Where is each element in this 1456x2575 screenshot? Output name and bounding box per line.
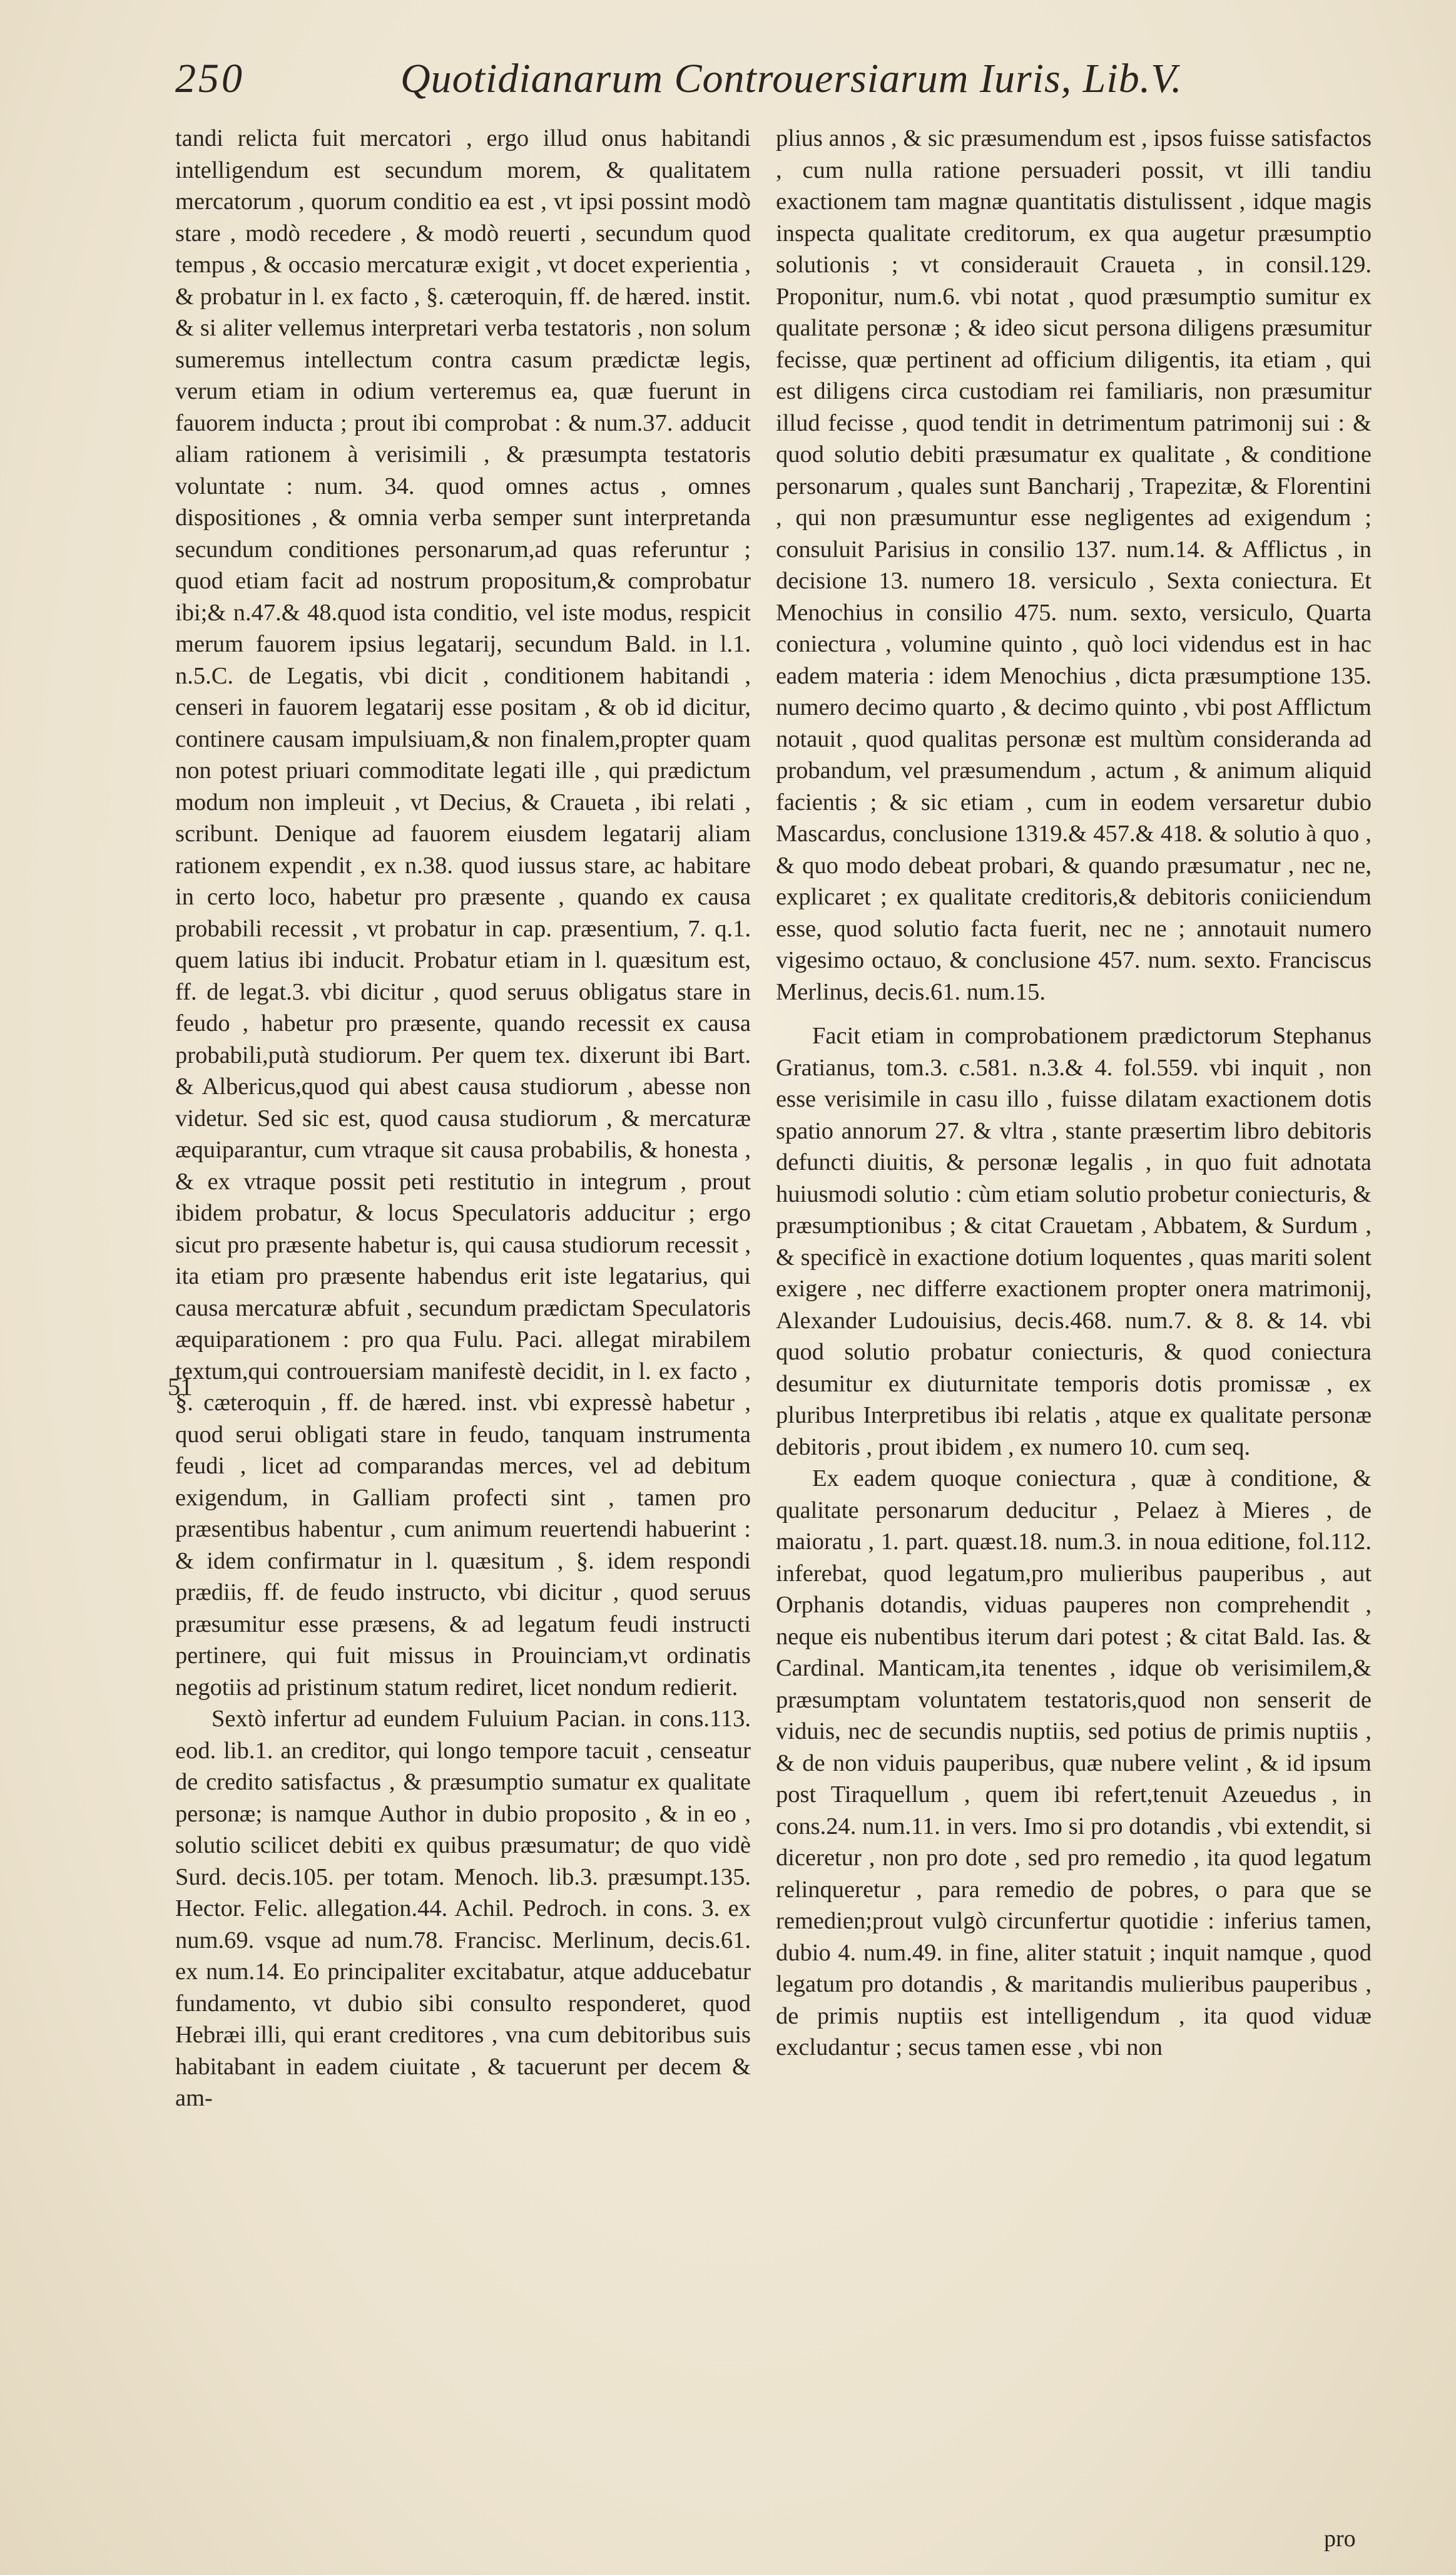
right-column (776, 123, 1372, 2064)
right-paragraph-1: plius annos , & sic præsumendum est , ipsos fuisse satisfactos , cum nulla ratione persuaderi possit, vt illi tandiu exactionem tam magnæ quantitatis distulissent , idque magis inspecta qualitate creditorum, ex qua augetur præsumptio solutionis ; vt considerauit Craueta , in consil.129. Proponitur, num.6. vbi notat , quod præsumptio sumitur ex qualitate personæ ; & ideo sicut persona diligens præsumitur fecisse, quæ pertinent ad officium diligentis, ita etiam , qui est diligens circa custodiam rei familiaris, non præsumitur illud fecisse , quod tendit in detrimentum patrimonij sui : & quod solutio debiti præsumatur ex qualitate , & conditione personarum , quales sunt Bancharij , Trapezitæ, & Florentini , qui non præsumuntur esse negligentes ad exigendum ; consuluit Parisius in consilio 137. num.14. & Afflictus , in decisione 13. numero 18. versiculo , Sexta coniectura. Et Menochius in consilio 475. num. sexto, versiculo, Quarta coniectura , volumine quinto , quò loci videndus est in hac eadem materia : idem Menochius , dicta præsumptione 135. numero decimo quarto , & decimo quinto , vbi post Afflictum notauit , quod qualitas personæ est multùm consideranda ad probandum, vel præsumendum , actum , & animum aliquid facientis ; & sic etiam , cum in eodem versaretur dubio Mascardus, conclusione 1319.& 457.& 418. & solutio à quo , & quo modo debeat probari, & quando præsumatur , nec ne, explicaret ; ex qualitate creditoris,& debitoris coniiciendum esse, quod solutio facta fuerit, nec ne ; annotauit numero vigesimo octauo, & conclusione 457. num. sexto. Franciscus Merlinus, decis.61. num.15. (776, 125, 1372, 1005)
page-number: 250 (175, 56, 245, 101)
right-paragraph-2: Facit etiam in comprobationem prædictorum Stephanus Gratianus, tom.3. c.581. n.3.& 4. fol.559. vbi inquit , non esse verisimile in casu illo , fuisse dilatam exactionem dotis spatio annorum 27. & vltra , stante præsertim libro debitoris defuncti diuitis, & personæ legalis , in quo fuit adnotata huiusmodi solutio : cùm etiam solutio probetur coniecturis, & præsumptionibus ; & citat Crauetam , Abbatem, & Surdum , & specificè in exactione dotium loquentes , quas mariti solent exigere , nec differre exactionem propter onera matrimonij, Alexander Ludouisius, decis.468. num.7. & 8. & 14. vbi quod solutio probatur coniecturis, & quod coniectura desumitur ex diuturnitate temporis dotis promissæ , ex pluribus Interpretibus ibi relatis , atque ex qualitate personæ debitoris , prout ibidem , ex numero 10. cum seq. (776, 1023, 1372, 1460)
left-paragraph-1: tandi relicta fuit mercatori , ergo illud onus habitandi intelligendum est secundum morem, & qualitatem mercatorum , quorum conditio ea est , vt ipsi possint modò stare , modò recedere , & modò reuerti , secundum quod tempus , & occasio mercaturæ exigit , vt docet experientia , & probatur in l. ex facto , §. cæteroquin, ff. de hæred. instit. & si aliter vellemus interpretari verba testatoris , non solum sumeremus intellectum contra casum prædictæ legis, verum etiam in odium verteremus ea, quæ fuerunt in fauorem inducta ; prout ibi comprobat : & num.37. adducit aliam rationem à verisimili , & præsumpta testatoris voluntate : num. 34. quod omnes actus , omnes dispositiones , & omnia verba semper sunt interpretanda secundum conditiones personarum,ad quas referuntur ; quod etiam facit ad nostrum propositum,& comprobatur ibi;& n.47.& 48.quod ista conditio, vel iste modus, respicit merum fauorem ipsius legatarij, secundum Bald. in l.1. n.5.C. de Legatis, vbi dicit , conditionem habitandi , censeri in fauorem legatarij esse positam , & ob id dicitur, continere causam impulsiuam,& non finalem,propter quam non potest priuari commoditate legati ille , qui prædictum modum non impleuit , vt Decius, & Craueta , ibi relati , scribunt. Denique ad fauorem eiusdem legatarij aliam rationem expendit , ex n.38. quod iussus stare, ac habitare in certo loco, habetur pro præsente , quando ex causa probabili recessit , vt probatur in cap. præsentium, 7. q.1. quem latius ibi inducit. Probatur etiam in l. quæsitum est, ff. de legat.3. vbi dicitur , quod seruus obligatus stare in feudo , habetur pro præsente, quando recessit ex causa probabili,putà studiorum. Per quem tex. dixerunt ibi Bart. & Albericus,quod qui abest causa studiorum , abesse non videtur. Sed sic est, quod causa studiorum , & mercaturæ æquiparantur, cum vtraque sit causa probabilis, & honesta , & ex vtraque possit peti restitutio in integrum , prout ibidem probatur, & locus Speculatoris adducitur ; ergo sicut pro præsente habetur is, qui causa studiorum recessit , ita etiam pro præsente habendus erit iste legatarius, qui causa mercaturæ abfuit , secundum prædictam Speculatoris æquiparationem : pro qua Fulu. Paci. allegat mirabilem textum,qui controuersiam manifestè decidit, in l. ex facto , §. cæteroquin , ff. de hæred. inst. vbi expressè habetur , quod serui obligati stare in feudo, tanquam instrumenta feudi , licet ad comparandas merces, vel ad debitum exigendum, in Galliam profecti sint , tamen pro præsentibus habentur , cum animum reuertendi habuerint : & idem confirmatur in l. quæsitum , §. idem respondi prædiis, ff. de feudo instructo, vbi dicitur , quod seruus præsumitur esse præsens, & ad legatum feudi instructi pertinere, qui fuit missus in Prouinciam,vt ordinatis negotiis ad pristinum statum rediret, licet nondum redierit. (175, 125, 751, 1701)
marginal-number: 51 (168, 1373, 193, 1401)
running-title: Quotidianarum Controuersiarum Iuris, Lib.V. (400, 56, 1183, 101)
left-paragraph-2: Sextò infertur ad eundem Fuluium Pacian. in cons.113. eod. lib.1. an creditor, qui longo tempore tacuit , censeatur de credito satisfactus , & præsumptio sumatur ex qualitate personæ; is namque Author in dubio proposito , & in eo , solutio scilicet debiti ex quibus præsumatur; de quo vidè Surd. decis.105. per totam. Menoch. lib.3. præsumpt.135. Hector. Felic. allegation.44. Achil. Pedroch. in cons. 3. ex num.69. vsque ad num.78. Francisc. Merlinum, decis.61. ex num.14. Eo principaliter excitabatur, atque adducebatur fundamento, vt dubio sibi consulto responderet, quod Hebræi illi, qui erant creditores , vna cum debitoribus suis habitabant in eadem ciuitate , & tacuerunt per decem & am- (175, 1706, 751, 2111)
page-header (175, 55, 1402, 111)
right-paragraph-3: Ex eadem quoque coniectura , quæ à conditione, & qualitate personarum deducitur , Pelaez à Mieres , de maioratu , 1. part. quæst.18. num.3. in noua editione, fol.112. inferebat, quod legatum,pro mulieribus pauperibus , aut Orphanis dotandis, viduas pauperes non comprehendit , neque eis nubentibus iterum dari potest ; & citat Bald. Ias. & Cardinal. Manticam,ita tenentes , idque ob verisimilem,& præsumptam voluntatem testatoris,quod non senserit de viduis, nec de secundis nuptiis, sed potius de primis nuptiis , & de non viduis pauperibus, quæ nubere velint , & id ipsum post Tiraquellum , quem ibi refert,tenuit Azeuedus , in cons.24. num.11. in vers. Imo si pro dotandis , vbi extendit, si diceretur , non pro dote , sed pro remedio , ita quod legatum relinqueretur , para remedio de pobres, o para que se remedien;prout vulgò circunfertur quotidie : inferius tamen, dubio 4. num.49. in fine, aliter statuit ; inquit namque , quod legatum pro dotandis , & maritandis mulieribus pauperibus , de primis nuptiis est intelligendum , ita quod viduæ excludantur ; secus tamen esse , vbi non (776, 1465, 1372, 2061)
catchword: pro (1324, 2526, 1356, 2552)
left-column (175, 123, 751, 2114)
